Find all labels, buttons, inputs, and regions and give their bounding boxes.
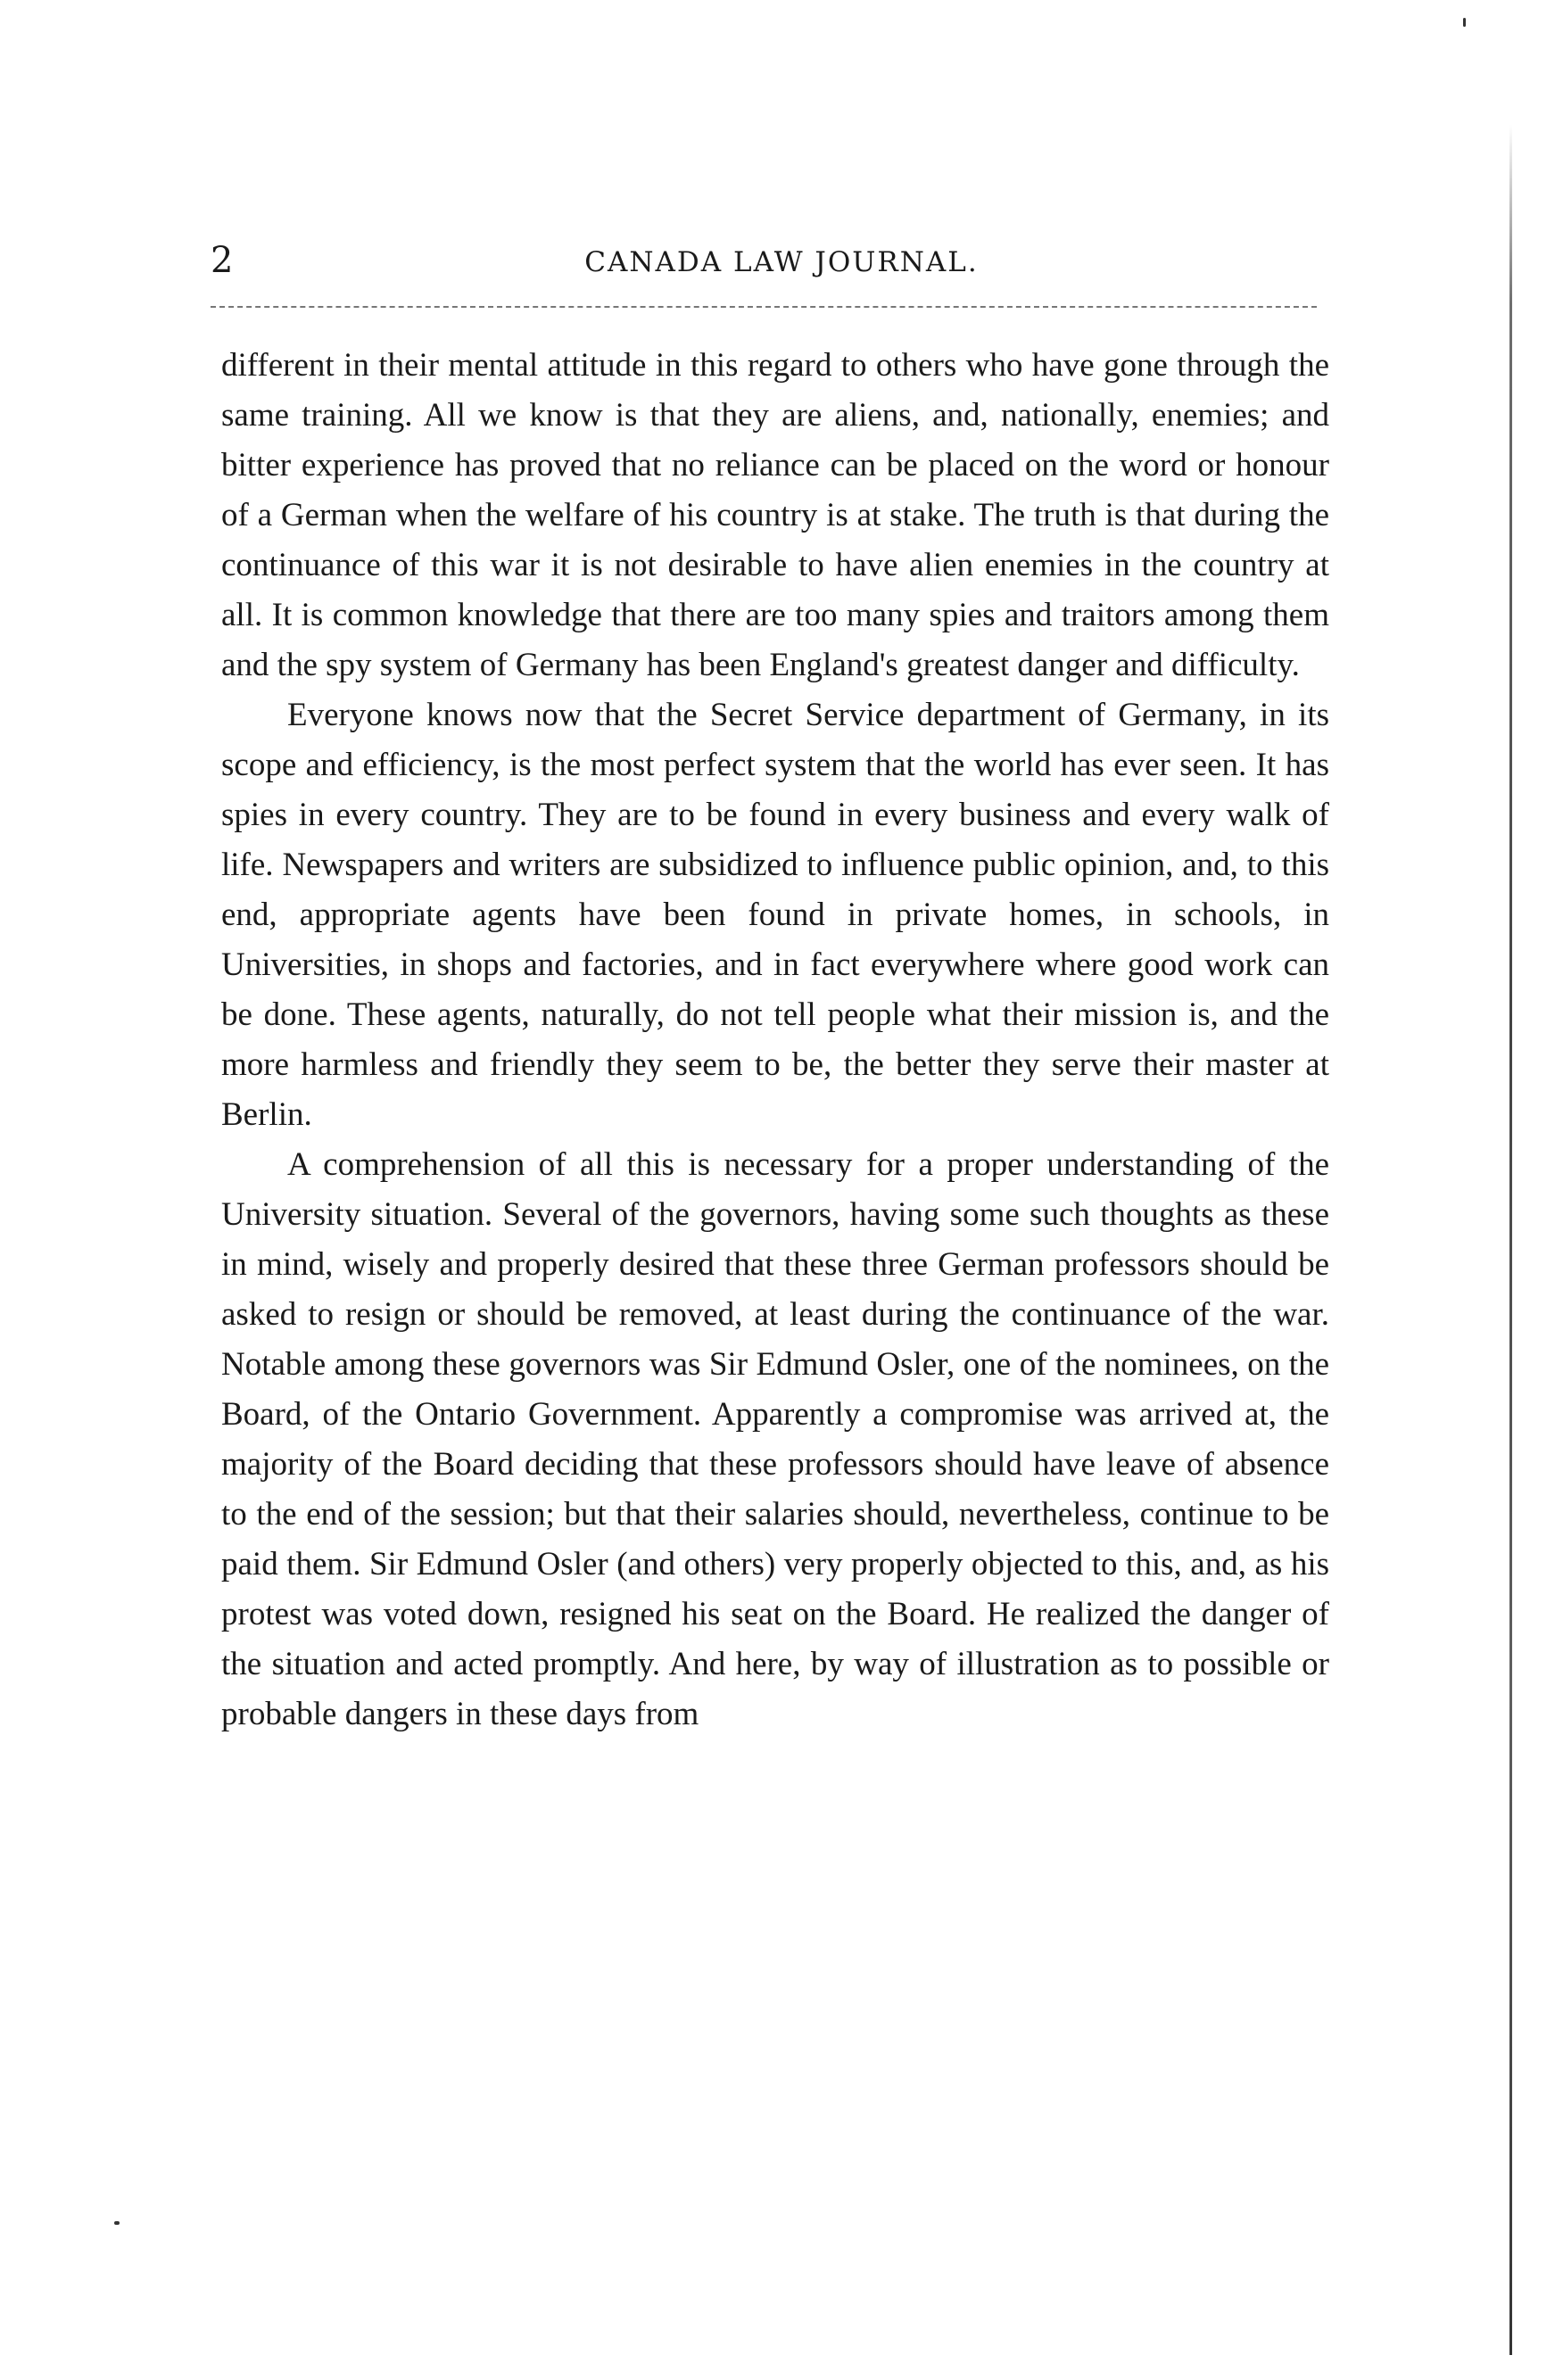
paragraph-1: different in their mental attitude in this regard to others who have gone through the same training. All we know is that they are aliens, and, nationally, enemies; and bitter experience has proved that no reliance can be placed on the word or honour of a German when the welfare of his country is at stake. The truth is that during the continuance of this war it is not desirable to have alien enemies in the country at all. It is common knowledge that there are too many spies and traitors among them and the spy system of Germany has been England's greatest danger and difficulty. [221, 347, 1329, 683]
header-rule [211, 306, 1317, 308]
scan-edge-line [1509, 125, 1512, 2355]
scan-speck [1463, 18, 1466, 27]
paragraph-2: Everyone knows now that the Secret Service department of Germany, in its scope and efficiency, is the most perfect system that the world has ever seen. It has spies in every country. They are to be found in every business and every walk of life. Newspapers and writers are subsidized to influence public opinion, and, to this end, appropriate agents have been found in private homes, in schools, in Universities, in shops and factories, and in fact everywhere where good work can be done. These agents, naturally, do not tell people what their mission is, and the more harmless and friendly they seem to be, the better they serve their master at Berlin. [221, 697, 1329, 1133]
paragraph-3: A comprehension of all this is necessary for a proper understanding of the University situation. Several of the governors, having some such thoughts as these in mind, wisely and properly desired that these three German professors should be asked to resign or should be removed, at least during the continuance of the war. Notable among these governors was Sir Edmund Osler, one of the nominees, on the Board, of the Ontario Government. Apparently a compromise was arrived at, the majority of the Board deciding that these professors should have leave of absence to the end of the session; but that their salaries should, nevertheless, continue to be paid them. Sir Edmund Osler (and others) very properly objected to this, and, as his protest was voted down, resigned his seat on the Board. He realized the danger of the situation and acted promptly. And here, by way of illustration as to possible or probable dangers in these days from [221, 1146, 1329, 1732]
running-head: CANADA LAW JOURNAL. [584, 246, 979, 278]
body-text [221, 341, 1329, 1740]
scan-speck [114, 2221, 120, 2225]
page-number: 2 [211, 240, 234, 281]
